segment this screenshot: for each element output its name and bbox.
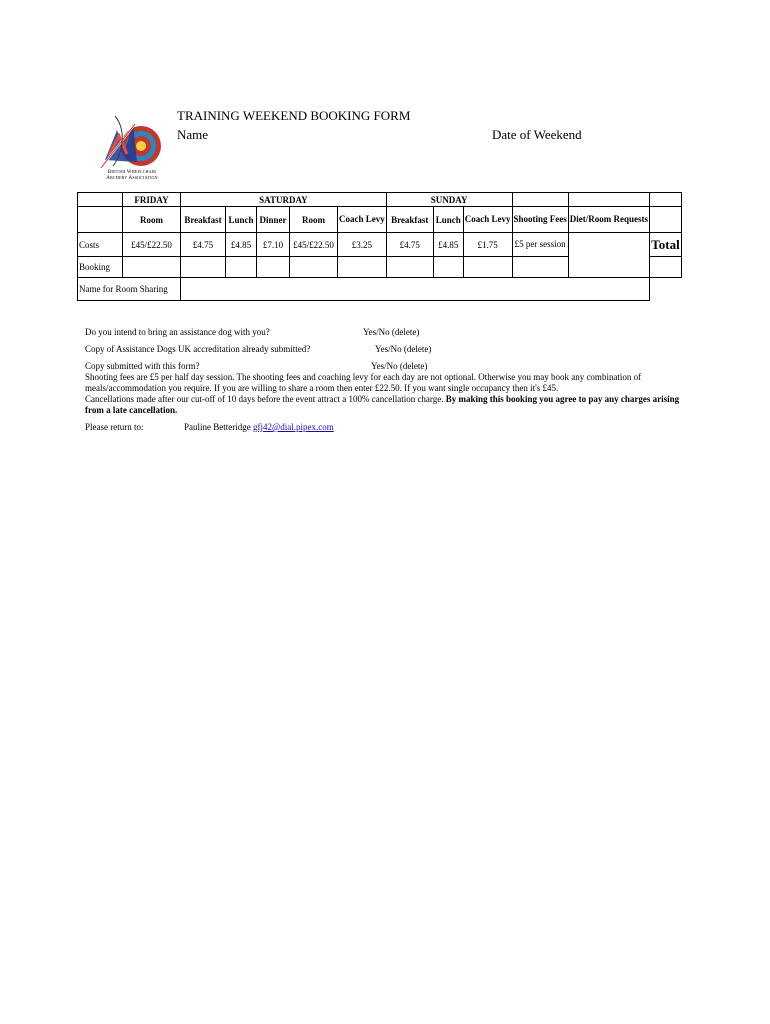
col-fri-room: Room [123,207,181,233]
cost-sat-dinner: £7.10 [257,233,290,257]
column-header-row [78,207,682,233]
return-name: Pauline Betteridge [184,422,251,432]
room-sharing-label: Name for Room Sharing [78,278,181,301]
cost-sun-breakfast: £4.75 [386,233,433,257]
col-diet-room-requests: Diet/Room Requests [568,207,649,233]
notes-section [85,327,685,433]
cost-sat-lunch: £4.85 [226,233,257,257]
col-sat-lunch: Lunch [226,207,257,233]
col-shooting-fees: Shooting Fees [512,207,568,233]
blank-cell [512,193,568,207]
col-sat-dinner: Dinner [257,207,290,233]
booking-fri-room-field[interactable] [123,257,181,278]
return-to-line [85,422,685,433]
cost-fri-room: £45/£22.50 [123,233,181,257]
booking-total-field[interactable] [650,257,682,278]
accreditation-text: Copy of Assistance Dogs UK accreditation already submitted? [85,344,311,354]
blank-cell [78,207,123,233]
cost-sun-coach-levy: £1.75 [463,233,512,257]
assistance-dog-text: Do you intend to bring an assistance dog with you? [85,327,270,337]
col-sun-breakfast: Breakfast [386,207,433,233]
booking-sun-lunch-field[interactable] [433,257,463,278]
blank-cell [650,193,682,207]
room-sharing-row [78,278,682,301]
date-of-weekend-label: Date of Weekend [492,127,582,142]
form-title: TRAINING WEEKEND BOOKING FORM [177,108,411,123]
booking-shooting-fees-field[interactable] [512,257,568,278]
cancellation-paragraph [85,394,685,416]
booking-sun-coach-levy-field[interactable] [463,257,512,278]
cancellation-text: Cancellations made after our cut-off of 10 days before the event attract a 100% cancellation charge. [85,394,446,404]
copy-submitted-text: Copy submitted with this form? [85,361,200,371]
diet-room-requests-field[interactable] [568,233,649,278]
return-email-link[interactable]: gfj42@dial.pipex.com [252,422,334,432]
blank-cell [568,193,649,207]
booking-label: Booking [78,257,123,278]
accreditation-question [85,344,685,355]
cost-sat-coach-levy: £3.25 [338,233,387,257]
blank-cell [650,207,682,233]
logo-caption-line1: British Wheelchair [107,170,157,175]
col-sun-lunch: Lunch [433,207,463,233]
copy-submitted-answer[interactable]: Yes/No (delete) [371,361,428,371]
booking-table [77,192,682,301]
col-sun-coach-levy: Coach Levy [463,207,512,233]
name-label: Name [177,127,209,142]
booking-sun-breakfast-field[interactable] [386,257,433,278]
booking-sat-breakfast-field[interactable] [181,257,226,278]
logo-caption [92,170,172,182]
booking-sat-room-field[interactable] [290,257,338,278]
room-sharing-name-field[interactable] [181,278,650,301]
shooting-fees-paragraph: Shooting fees are £5 per half day session. The shooting fees and coaching levy for each day are not optional. Otherwise you may book any combination of meals/accommodation you require. If you are willing to share a room then enter £22.50. If you want single occupancy then it's £45. [85,372,642,393]
col-sat-coach-levy: Coach Levy [338,207,387,233]
return-label: Please return to: [85,422,144,432]
costs-row [78,233,682,257]
costs-label: Costs [78,233,123,257]
col-sat-breakfast: Breakfast [181,207,226,233]
return-contact [184,422,334,433]
day-header-row [78,193,682,207]
booking-sat-coach-levy-field[interactable] [338,257,387,278]
logo-caption-line2: Archery Association [106,176,158,181]
saturday-header: SATURDAY [181,193,387,207]
sunday-header: SUNDAY [386,193,512,207]
cost-sat-breakfast: £4.75 [181,233,226,257]
cancellation-bold-text: By making this booking you agree to pay any charges arising from a late cancellation. [85,394,680,415]
assistance-dog-answer[interactable]: Yes/No (delete) [363,327,420,337]
accreditation-answer[interactable]: Yes/No (delete) [375,344,432,354]
cost-sun-lunch: £4.85 [433,233,463,257]
booking-sat-lunch-field[interactable] [226,257,257,278]
cost-shooting-fees: £5 per session [512,233,568,257]
booking-sat-dinner-field[interactable] [257,257,290,278]
assistance-dog-question [85,327,685,338]
copy-submitted-question [85,361,685,372]
total-label: Total [650,233,682,257]
blank-cell [78,193,123,207]
cost-sat-room: £45/£22.50 [290,233,338,257]
friday-header: FRIDAY [123,193,181,207]
col-sat-room: Room [290,207,338,233]
